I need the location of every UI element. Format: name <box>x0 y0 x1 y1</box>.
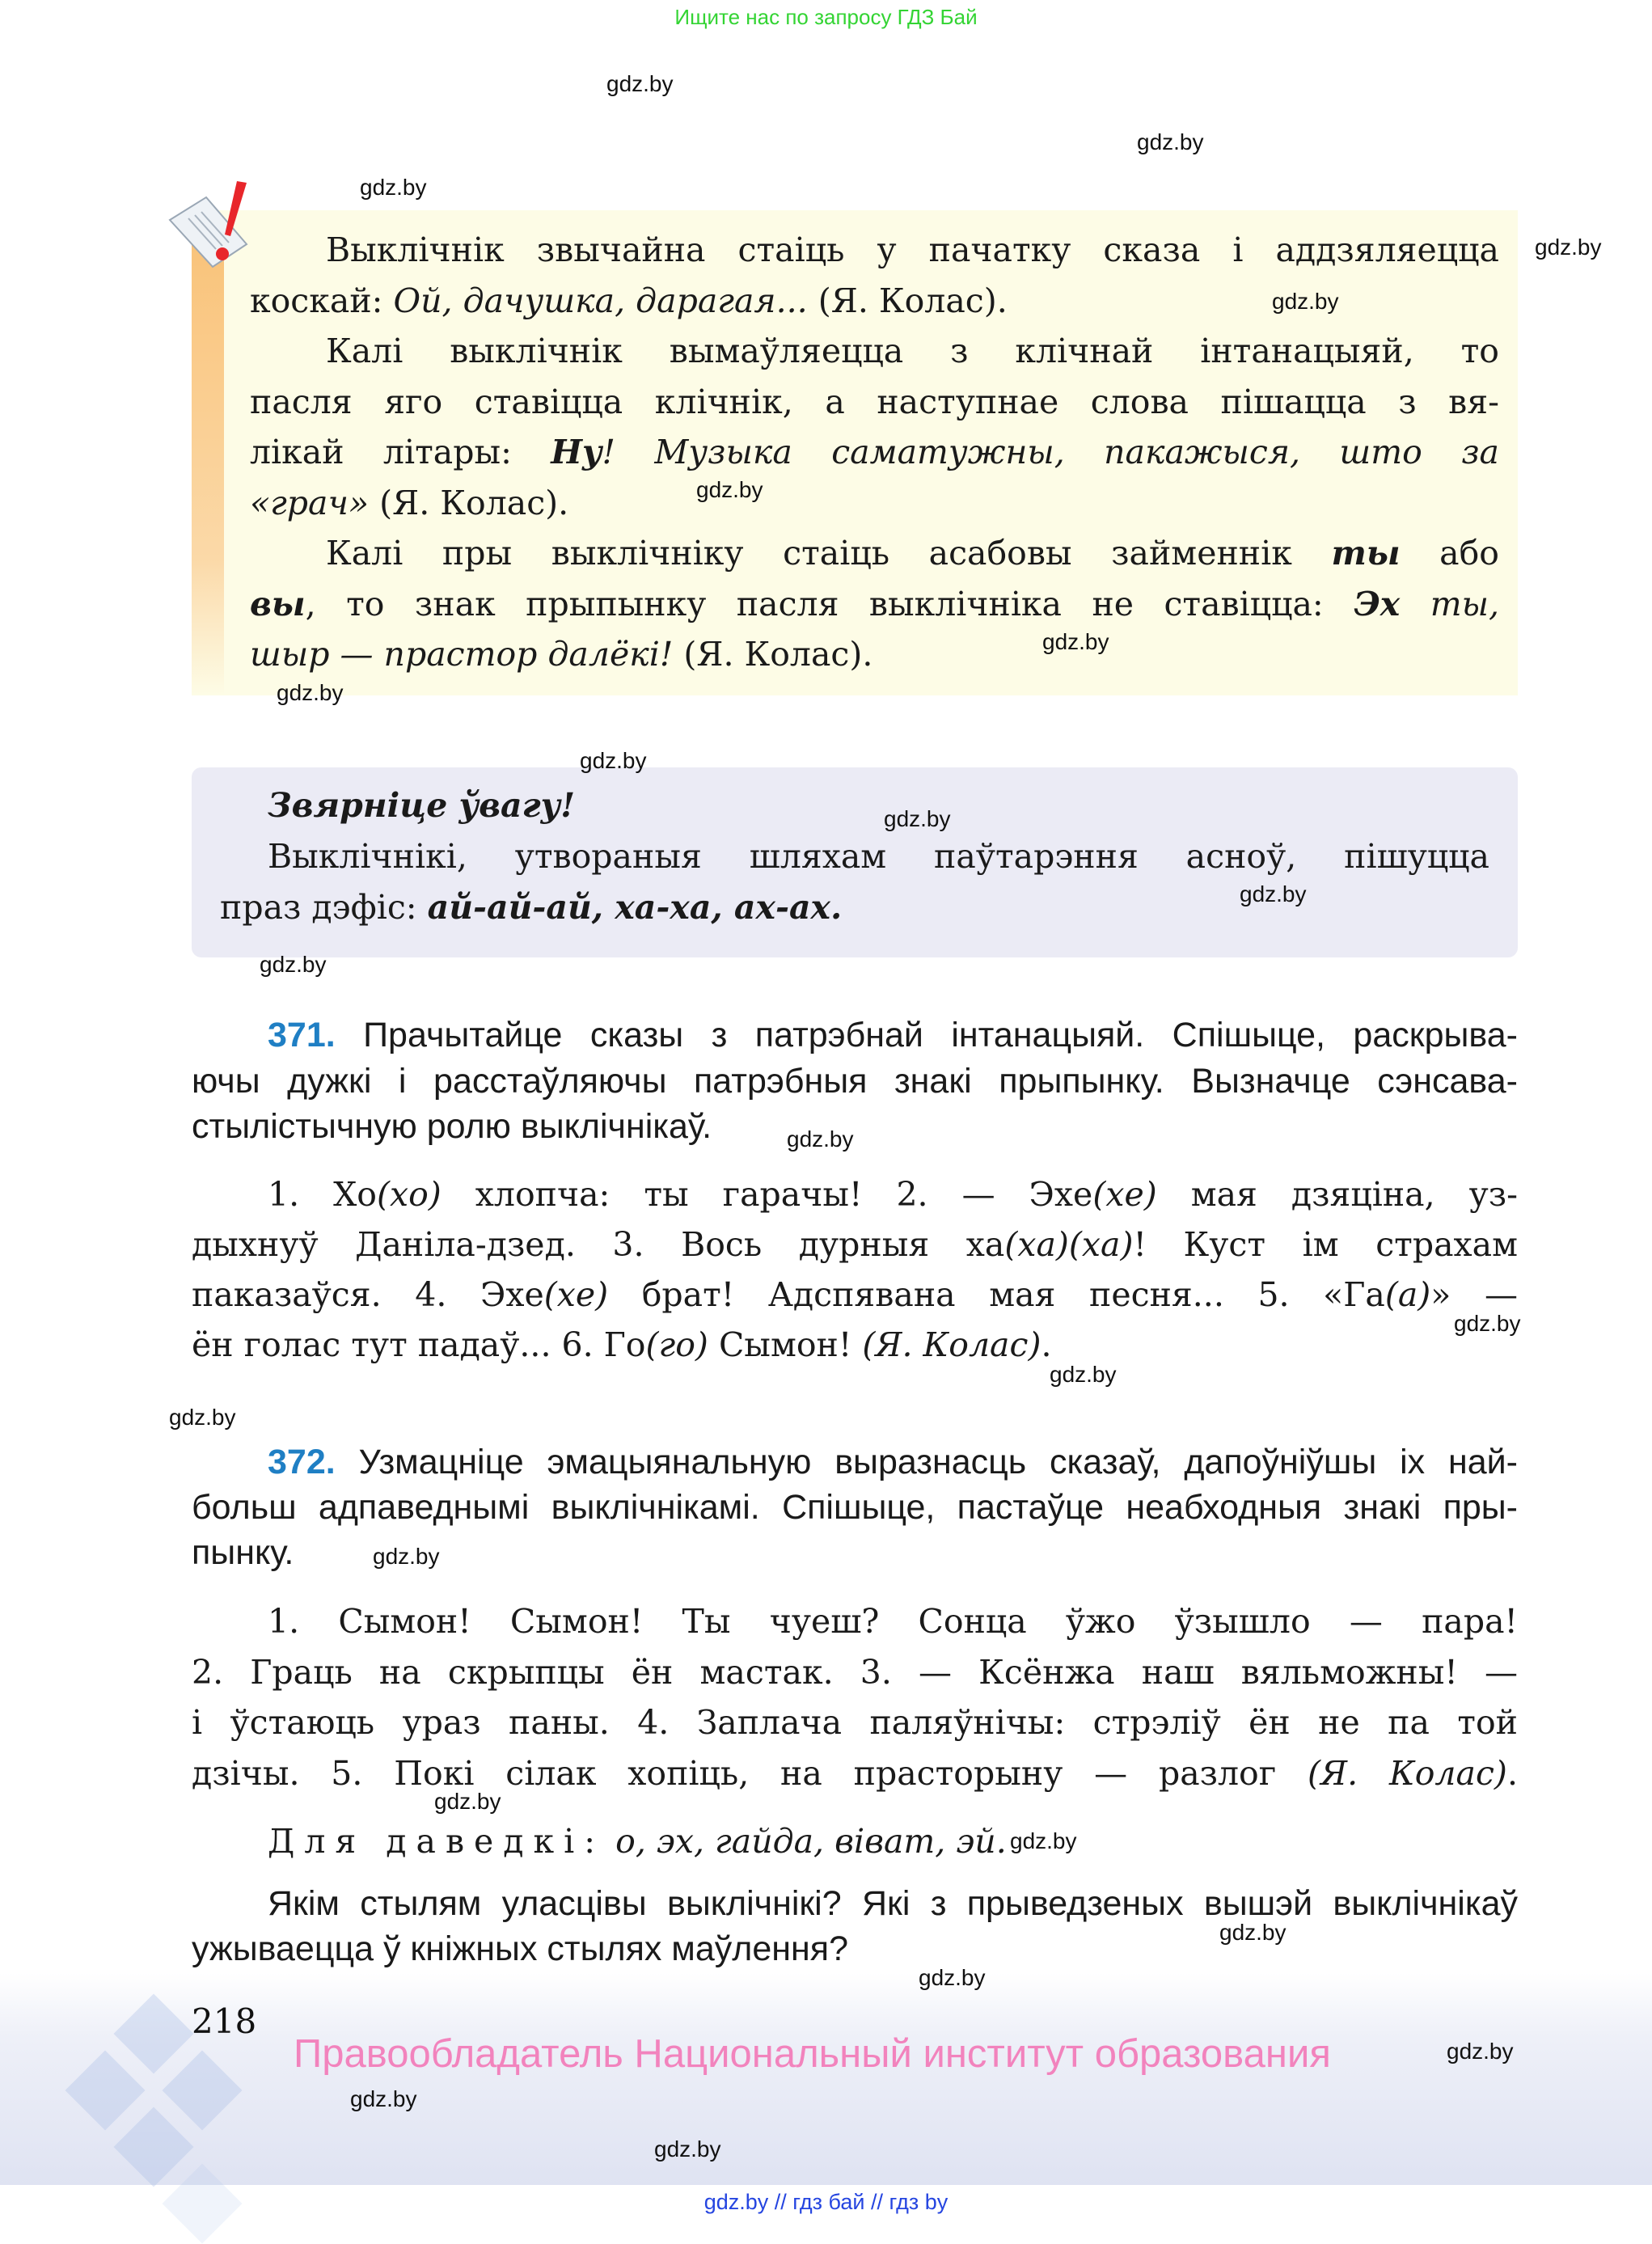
text-segment: Звярніце ўвагу! <box>268 786 576 825</box>
watermark: gdz.by <box>580 748 647 773</box>
text-segment: (Я. Колас). <box>807 281 1008 320</box>
watermark: gdz.by <box>373 1544 440 1569</box>
text-line <box>250 427 1499 478</box>
text-line <box>250 528 1499 579</box>
text-segment: (Я. Колас). <box>369 483 569 522</box>
text-line <box>192 1012 1518 1059</box>
text-line <box>192 1104 1518 1150</box>
text-segment: і ўстаюць ураз паны. 4. Заплача паляўнічы: стрэліў ён не па той <box>192 1703 1518 1743</box>
text-segment: . <box>1041 1325 1052 1364</box>
decor-diamond <box>163 2051 243 2131</box>
text-line <box>192 1748 1518 1799</box>
text-segment: Выклічнікі, утвораныя шляхам паўтарэння асноў, пішуцца <box>268 837 1489 876</box>
text-segment: (го) <box>645 1325 708 1364</box>
text-segment: Сымон! <box>708 1325 863 1364</box>
bottom-links[interactable]: gdz.by // гдз бай // гдз by <box>703 2190 949 2214</box>
text-line <box>192 1439 1518 1485</box>
text-segment: Якім стылям уласцівы выклічнікі? Які з прыведзеных вышэй выклічнікаў <box>268 1884 1518 1923</box>
watermark: gdz.by <box>1050 1362 1117 1387</box>
text-segment: (хе) <box>1092 1175 1157 1214</box>
text-line <box>250 326 1499 377</box>
text-segment: (а) <box>1384 1275 1431 1314</box>
watermark: gdz.by <box>169 1405 236 1430</box>
text-segment: Выклічнік звычайна стаіць у пачатку сказа і аддзяляецца <box>326 230 1499 269</box>
text-segment: дыхнуў Даніла-дзед. 3. Вось дурныя ха <box>192 1225 1005 1264</box>
watermark: gdz.by <box>1010 1828 1077 1853</box>
watermark: gdz.by <box>606 71 674 96</box>
text-segment: ай-ай-ай, ха-ха, ах-ах. <box>427 888 843 927</box>
text-segment: стылістычную ролю выклічнікаў. <box>192 1107 712 1146</box>
text-line <box>192 1881 1518 1926</box>
text-segment: Для даведкі: <box>268 1822 606 1861</box>
note-text <box>220 780 1489 933</box>
text-segment: Калі выклічнік вымаўляецца з клічнай інтанацыяй, то <box>326 332 1499 370</box>
text-segment: (ха)(ха) <box>1004 1225 1134 1264</box>
text-segment: Калі пры выклічніку стаіць асабовы займеннік <box>326 534 1332 573</box>
text-line <box>250 478 1499 529</box>
text-line <box>192 1059 1518 1105</box>
text-line <box>192 1697 1518 1748</box>
text-line <box>250 629 1499 680</box>
text-segment: лікай літары: <box>250 433 551 471</box>
text-segment: брат! Адспявана мая песня... 5. «Га <box>608 1275 1385 1314</box>
text-segment: хлопча: ты гарачы! 2. — Эхе <box>441 1175 1093 1214</box>
text-segment: больш адпаведнымі выклічнікамі. Спішыце, пастаўце неабходныя знакі пры- <box>192 1488 1518 1527</box>
watermark: gdz.by <box>360 175 427 200</box>
rule-accent-bar <box>192 243 224 695</box>
text-segment: Ну <box>551 433 602 471</box>
text-line <box>192 1816 1518 1866</box>
watermark: gdz.by <box>434 1789 501 1814</box>
text-line <box>192 1596 1518 1647</box>
text-segment: ён голас тут падаў... 6. Го <box>192 1325 646 1364</box>
text-segment: . <box>1506 1754 1518 1794</box>
watermark: gdz.by <box>884 806 951 831</box>
text-line <box>192 1219 1518 1270</box>
watermark: gdz.by <box>787 1126 854 1152</box>
text-segment: о, эх, гайда, віват, эй. <box>605 1822 1007 1861</box>
text-segment: вы <box>250 584 306 623</box>
watermark: gdz.by <box>277 680 344 705</box>
watermark: gdz.by <box>1240 881 1307 906</box>
text-line <box>192 1270 1518 1320</box>
watermark: gdz.by <box>1219 1920 1287 1945</box>
text-line <box>192 1320 1518 1370</box>
top-banner[interactable]: Ищите нас по запросу ГДЗ Бай <box>674 5 978 29</box>
exercise-372-text <box>192 1596 1518 1799</box>
text-segment: пынку. <box>192 1533 294 1572</box>
watermark: gdz.by <box>1042 629 1109 654</box>
copyright-notice: Правообладатель Национальный институт образования <box>294 2032 1331 2076</box>
text-segment: (Я. Колас) <box>862 1325 1041 1364</box>
watermark: gdz.by <box>919 1965 986 1990</box>
text-segment: (хо) <box>376 1175 442 1214</box>
watermark: gdz.by <box>654 2136 721 2162</box>
text-segment: «грач» <box>250 483 370 522</box>
text-segment: 1. Сымон! Сымон! Ты чуеш? Сонца ўжо ўзышло — пара! <box>268 1602 1518 1641</box>
text-segment: 1. Хо <box>268 1175 377 1214</box>
text-segment: ! Музыка саматужны, пакажыся, што за <box>602 433 1499 471</box>
text-line <box>192 1485 1518 1530</box>
text-segment: або <box>1400 534 1499 573</box>
text-line <box>220 780 1489 831</box>
text-segment: мая дзяціна, уз- <box>1156 1175 1518 1214</box>
exercise-number: 371. <box>268 1016 336 1054</box>
text-line <box>250 579 1499 630</box>
exercise-372-reference <box>192 1816 1518 1866</box>
watermark: gdz.by <box>696 477 763 502</box>
text-segment: паказаўся. 4. Эхе <box>192 1275 544 1314</box>
watermark: gdz.by <box>1137 129 1204 154</box>
text-segment: » — <box>1430 1275 1518 1314</box>
text-segment: , то знак прыпынку пасля выклічніка не ставіцца: <box>305 584 1354 623</box>
text-segment: ты, <box>1400 584 1499 623</box>
exercise-371-task <box>192 1012 1518 1150</box>
text-line <box>250 225 1499 276</box>
text-segment: Прачытайце сказы з патрэбнай інтанацыяй. Спішыце, раскрыва- <box>335 1016 1518 1054</box>
text-segment: Узмацніце эмацыянальную выразнасць сказаў, дапоўніўшы іх най- <box>335 1443 1518 1481</box>
decor-diamond <box>114 2107 194 2187</box>
text-segment: (Я. Колас). <box>673 635 873 674</box>
text-line <box>192 1926 1518 1971</box>
text-segment: (Я. Колас) <box>1308 1754 1507 1794</box>
text-segment: Ой, дачушка, дарагая... <box>393 281 808 320</box>
text-segment: ты <box>1331 534 1401 573</box>
text-segment: ужываецца ў кніжных стылях маўлення? <box>192 1929 848 1968</box>
text-line <box>220 831 1489 882</box>
text-line <box>192 1647 1518 1698</box>
page-number: 218 <box>192 2001 257 2041</box>
text-segment: пасля яго ставіцца клічнік, а наступнае слова пішацца з вя- <box>250 382 1499 421</box>
watermark: gdz.by <box>1447 2039 1514 2064</box>
text-segment: ючы дужкі і расстаўляючы патрэбныя знакі прыпынку. Вызначце сэнсава- <box>192 1061 1518 1101</box>
decor-diamond <box>65 2051 146 2131</box>
text-segment: Эх <box>1354 584 1401 623</box>
watermark: gdz.by <box>260 952 327 977</box>
text-line <box>192 1169 1518 1219</box>
text-segment: шыр — прастор далёкі! <box>250 635 674 674</box>
text-segment: коскай: <box>250 281 394 320</box>
watermark: gdz.by <box>1454 1311 1521 1336</box>
watermark: gdz.by <box>1535 235 1602 260</box>
watermark: gdz.by <box>350 2086 417 2111</box>
text-segment: праз дэфіс: <box>220 888 428 927</box>
watermark: gdz.by <box>1272 289 1339 314</box>
text-segment: 2. Граць на скрыпцы ён мастак. 3. — Ксёнжа наш вяльможны! — <box>192 1652 1518 1692</box>
exercise-372-question <box>192 1881 1518 1971</box>
decor-diamond <box>114 1994 194 2074</box>
text-segment: (хе) <box>543 1275 609 1314</box>
exercise-371-text <box>192 1169 1518 1370</box>
text-segment: дзічы. 5. Покі сілак хопіць, на прасторыну — разлог <box>192 1754 1308 1794</box>
text-line <box>250 377 1499 428</box>
exercise-number: 372. <box>268 1443 336 1481</box>
text-segment: ! Куст ім страхам <box>1133 1225 1518 1264</box>
